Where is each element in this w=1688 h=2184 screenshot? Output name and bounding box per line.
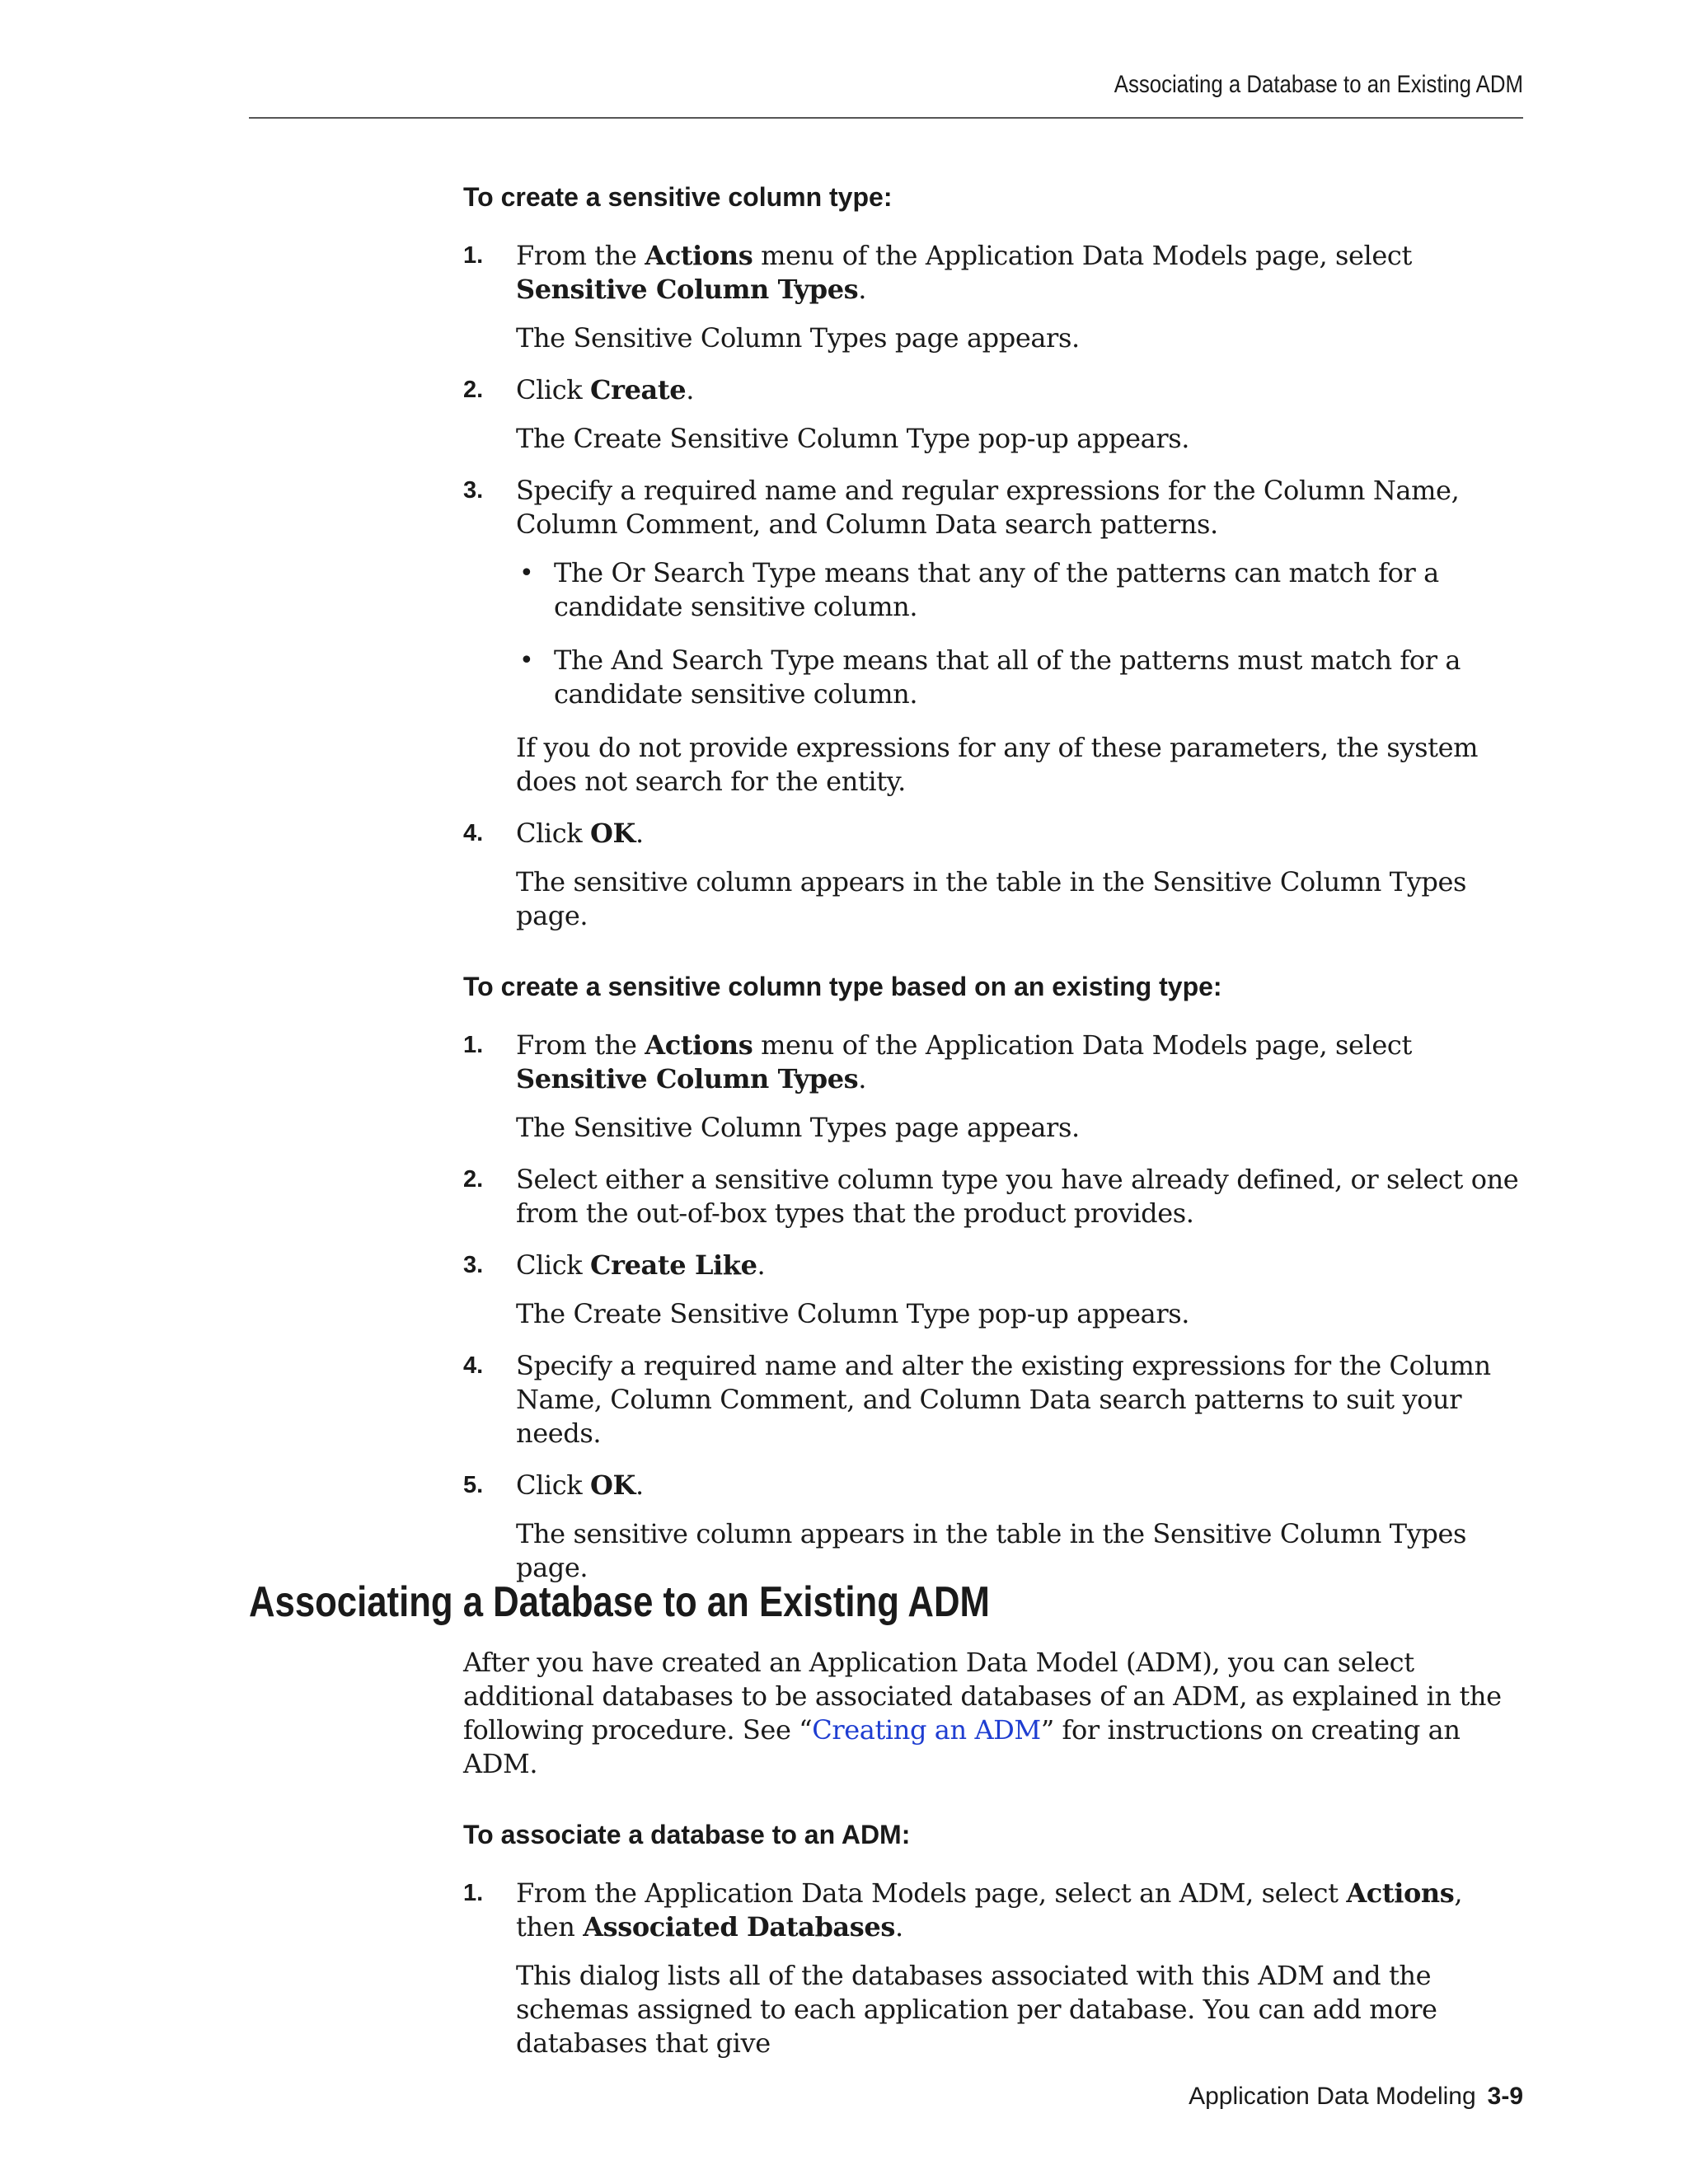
step: [463, 817, 1526, 933]
procedure-heading: To create a sensitive column type based on an existing type:: [463, 972, 1222, 1001]
step-number: 2.: [463, 1166, 484, 1193]
procedure-steps: [463, 1029, 1526, 1585]
creating-adm-link[interactable]: Creating an ADM: [812, 1714, 1041, 1746]
step-note: If you do not provide expressions for any of these parameters, the system does not search for the entity.: [516, 732, 1479, 797]
step-result: The sensitive column appears in the table in the Sensitive Column Types page.: [516, 866, 1467, 931]
step-result: The Create Sensitive Column Type pop-up appears.: [516, 1298, 1190, 1329]
bullet-icon: •: [519, 559, 534, 588]
step: [463, 1349, 1526, 1451]
step-text: Select either a sensitive column type you have already defined, or select one from the out-of-box types that the product provides.: [516, 1164, 1519, 1229]
step-text: From the Actions menu of the Application Data Models page, select Sensitive Column Types.: [516, 240, 1412, 305]
step-text: Click OK.: [516, 1469, 644, 1501]
page-number: 3-9: [1487, 2083, 1523, 2110]
step-number: 1.: [463, 1880, 484, 1906]
procedure-heading: To create a sensitive column type:: [463, 182, 893, 212]
footer-book-title: Application Data Modeling: [1189, 2083, 1476, 2110]
step: [463, 1877, 1526, 2060]
step-text: Click Create Like.: [516, 1249, 766, 1281]
section-title: Associating a Database to an Existing ADM: [249, 1578, 990, 1626]
step: [463, 239, 1526, 355]
step-text: Specify a required name and regular expressions for the Column Name, Column Comment, and Column Data search patterns.: [516, 475, 1460, 540]
step: [463, 1029, 1526, 1145]
step-text: Click OK.: [516, 818, 644, 849]
page-footer: [1189, 2083, 1523, 2111]
step-number: 1.: [463, 1032, 484, 1058]
procedure-heading: To associate a database to an ADM:: [463, 1820, 911, 1849]
bullet-text: The And Search Type means that all of the patterns must match for a candidate sensitive column.: [554, 644, 1461, 710]
step-result: The sensitive column appears in the table in the Sensitive Column Types page.: [516, 1518, 1467, 1583]
bullet-text: The Or Search Type means that any of the patterns can match for a candidate sensitive column.: [554, 557, 1439, 622]
step-text: From the Application Data Models page, select an ADM, select Actions, then Associated Databases.: [516, 1877, 1463, 1943]
step-number: 3.: [463, 477, 484, 504]
section-content: [463, 1646, 1526, 2079]
bullet-item: [516, 644, 1526, 711]
step: [463, 474, 1526, 799]
step-number: 4.: [463, 820, 484, 846]
step-number: 5.: [463, 1472, 484, 1498]
bullet-item: [516, 556, 1526, 624]
step-text: Specify a required name and alter the existing expressions for the Column Name, Column Comment, and Column Data search patterns to suit your needs.: [516, 1350, 1491, 1449]
step: [463, 1469, 1526, 1585]
step: [463, 1249, 1526, 1331]
step-number: 2.: [463, 377, 484, 403]
bullet-list: [516, 556, 1526, 711]
step-result: The Create Sensitive Column Type pop-up appears.: [516, 423, 1190, 454]
step-number: 4.: [463, 1352, 484, 1379]
step-number: 1.: [463, 242, 484, 269]
step-text: Click Create.: [516, 374, 694, 405]
procedure-steps: [463, 1877, 1526, 2060]
step-number: 3.: [463, 1252, 484, 1278]
step: [463, 373, 1526, 456]
running-header: Associating a Database to an Existing ADM: [1114, 71, 1523, 98]
step-result: The Sensitive Column Types page appears.: [516, 1112, 1080, 1143]
section-intro: After you have created an Application Data Model (ADM), you can select additional databases to be associated databases of an ADM, as explained in the following procedure. See “Creating an ADM” for instructions on creating an ADM.: [463, 1647, 1502, 1779]
step-text: From the Actions menu of the Application Data Models page, select Sensitive Column Types.: [516, 1029, 1412, 1094]
step: [463, 1163, 1526, 1230]
header-rule: [249, 117, 1523, 119]
step-result: The Sensitive Column Types page appears.: [516, 322, 1080, 354]
main-content: [463, 180, 1526, 1603]
bullet-icon: •: [519, 646, 534, 675]
step-result: This dialog lists all of the databases associated with this ADM and the schemas assigned to each application per database. You can add more databases that give: [516, 1960, 1437, 2059]
procedure-steps: [463, 239, 1526, 933]
